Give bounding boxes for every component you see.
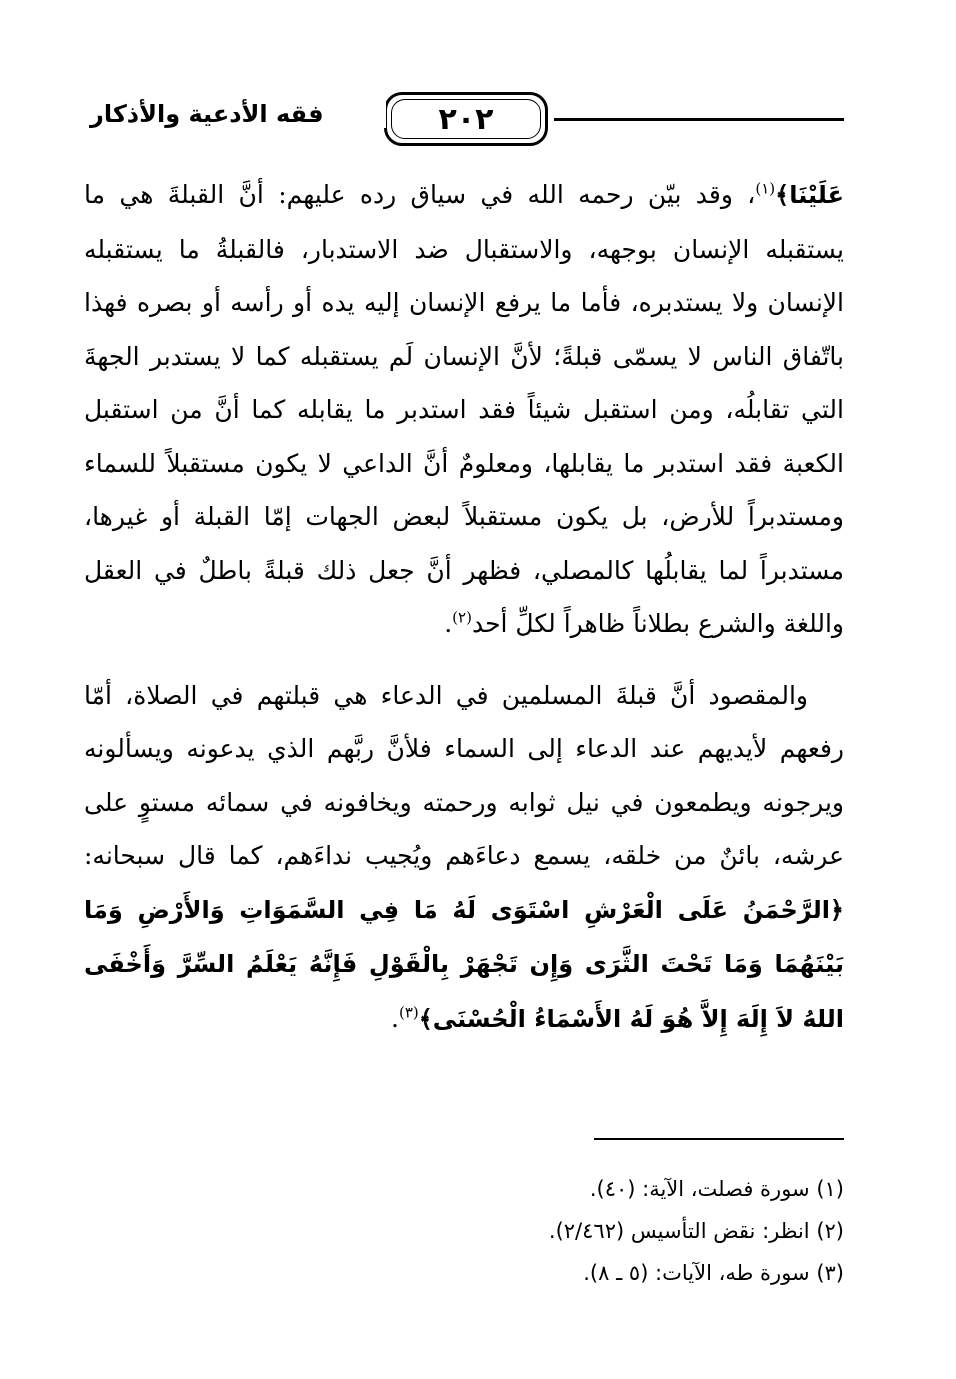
- quran-verse: ﴿الرَّحْمَنُ عَلَى الْعَرْشِ اسْتَوَى لَهُ مَا فِي السَّمَوَاتِ وَالأَرْضِ وَمَا بَيْنَهُمَا وَمَا تَحْتَ الثَّرَى وَإِن تَجْهَرْ بِالْقَوْلِ فَإِنَّهُ يَعْلَمُ السِّرَّ وَأَخْفَى اللهُ لاَ إِلَهَ إِلاَّ هُوَ لَهُ الأَسْمَاءُ الْحُسْنَى﴾: [84, 895, 844, 1033]
- main-text: [84, 168, 844, 1046]
- footnote-1: (١) سورة فصلت، الآية: (٤٠).: [589, 1177, 844, 1201]
- header-rule-right: [554, 118, 844, 121]
- footnote-ref-3: (٣): [398, 1003, 419, 1022]
- footnotes: [84, 1168, 844, 1294]
- quran-fragment: عَلَيْنَا﴾: [775, 181, 844, 209]
- paragraph-2-text: والمقصود أنَّ قبلةَ المسلمين في الدعاء هي قبلتهم في الصلاة، أمّا رفعهم لأيديهم عند الدعاء إلى السماء فلأنَّ ربَّهم الذي يدعونه ويسألونه ويرجونه ويطمعون في نيل ثوابه ورحمته ويخافونه في سمائه مستوٍ على عرشه، بائنٌ من خلقه، يسمع دعاءَهم ويُجيب نداءَهم، كما قال سبحانه:: [84, 680, 844, 870]
- footnote-separator: [594, 1138, 844, 1140]
- book-title: [84, 100, 386, 128]
- paragraph-1-end: .: [444, 609, 453, 638]
- paragraph-2: [84, 669, 844, 1047]
- page-header: [84, 86, 844, 156]
- book-title-text: فقه الأدعية والأذكار: [84, 100, 330, 128]
- footnote-ref-2: (٢): [452, 608, 472, 627]
- paragraph-2-end: .: [391, 1003, 399, 1033]
- footnote-3: (٣) سورة طه، الآيات: (٥ ـ ٨).: [583, 1261, 844, 1285]
- page-number: ٢٠٢: [384, 92, 548, 146]
- footnote-2: (٢) انظر: نقض التأسيس (٢/٤٦٢).: [548, 1219, 844, 1243]
- footnote-ref-1: (١): [755, 179, 776, 198]
- paragraph-1-text: ، وقد بيّن رحمه الله في سياق رده عليهم: أنَّ القبلةَ هي ما يستقبله الإنسان بوجهه، والاستقبال ضد الاستدبار، فالقبلةُ ما يستقبله الإنسان ولا يستدبره، فأما ما يرفع الإنسان إليه يده أو رأسه أو بصره فهذا باتّفاق الناس لا يسمّى قبلةً؛ لأنَّ الإنسان لَم يستقبله كما لا يستدبر الجهةَ التي تقابلُه، ومن استقبل شيئاً فقد استدبر ما يقابله كما أنَّ من استقبل الكعبة فقد استدبر ما يقابلها، ومعلومٌ أنَّ الداعي لا يكون مستقبلاً للسماء ومستدبراً للأرض، بل يكون مستقبلاً لبعض الجهات إمّا القبلة أو غيرها، مستدبراً لما يقابلُها كالمصلي، فظهر أنَّ جعل ذلك قبلةً باطلٌ في العقل واللغة والشرع بطلاناً ظاهراً لكلِّ أحد: [84, 180, 844, 638]
- paragraph-1: [84, 168, 844, 651]
